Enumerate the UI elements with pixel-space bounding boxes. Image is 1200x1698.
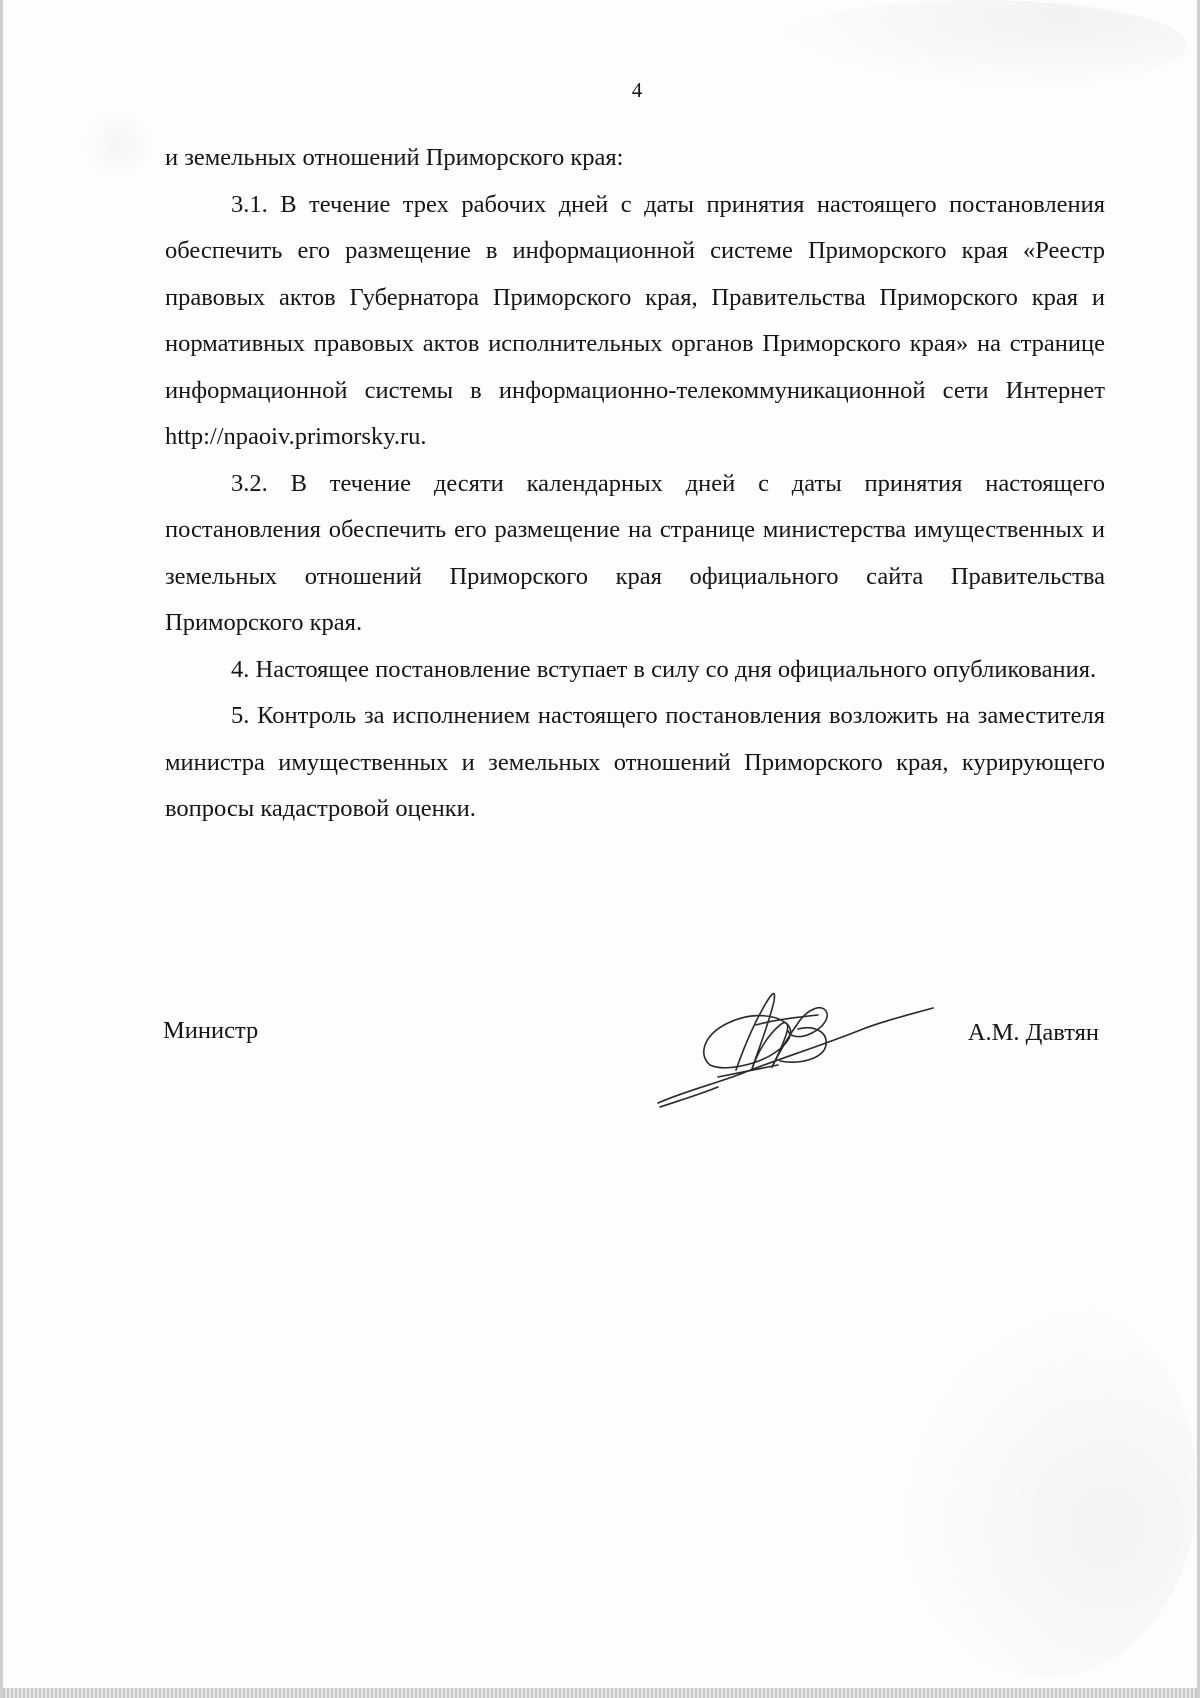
paragraph-3-1: 3.1. В течение трех рабочих дней с даты принятия настоящего постановления обеспечить его размещение в информационной системе Приморского края «Реестр правовых актов Губернатора Приморского края, Правительства Приморского края и нормативных правовых актов исполнительных органов Приморского края» на странице информационной системы в информационно-телекоммуникационной сети Интернет http://npaoiv.primorsky.ru. <box>165 190 1105 450</box>
scan-noise-top-right <box>767 0 1187 90</box>
paragraph-continuation: и земельных отношений Приморского края: <box>165 144 624 171</box>
signatory-name: А.М. Давтян <box>967 1019 1099 1046</box>
page-number: 4 <box>631 78 643 102</box>
signatory-title: Министр <box>163 1017 259 1044</box>
handwritten-signature <box>648 965 948 1115</box>
scan-noise-bottom-right <box>897 1298 1197 1678</box>
document-body <box>165 135 1105 833</box>
paragraph-4: 4. Настоящее постановление вступает в силу со дня официального опубликования. <box>231 655 1097 683</box>
paragraph-5: 5. Контроль за исполнением настоящего постановления возложить на заместителя министра имущественных и земельных отношений Приморского края, курирующего вопросы кадастровой оценки. <box>165 702 1105 822</box>
scan-edge-bottom <box>3 1688 1197 1698</box>
paragraph-3-2: 3.2. В течение десяти календарных дней с даты принятия настоящего постановления обеспечить его размещение на странице министерства имущественных и земельных отношений Приморского края официального сайта Правительства Приморского края. <box>165 469 1105 636</box>
scan-noise-top-left <box>83 110 153 180</box>
signature-block <box>163 1017 1099 1057</box>
